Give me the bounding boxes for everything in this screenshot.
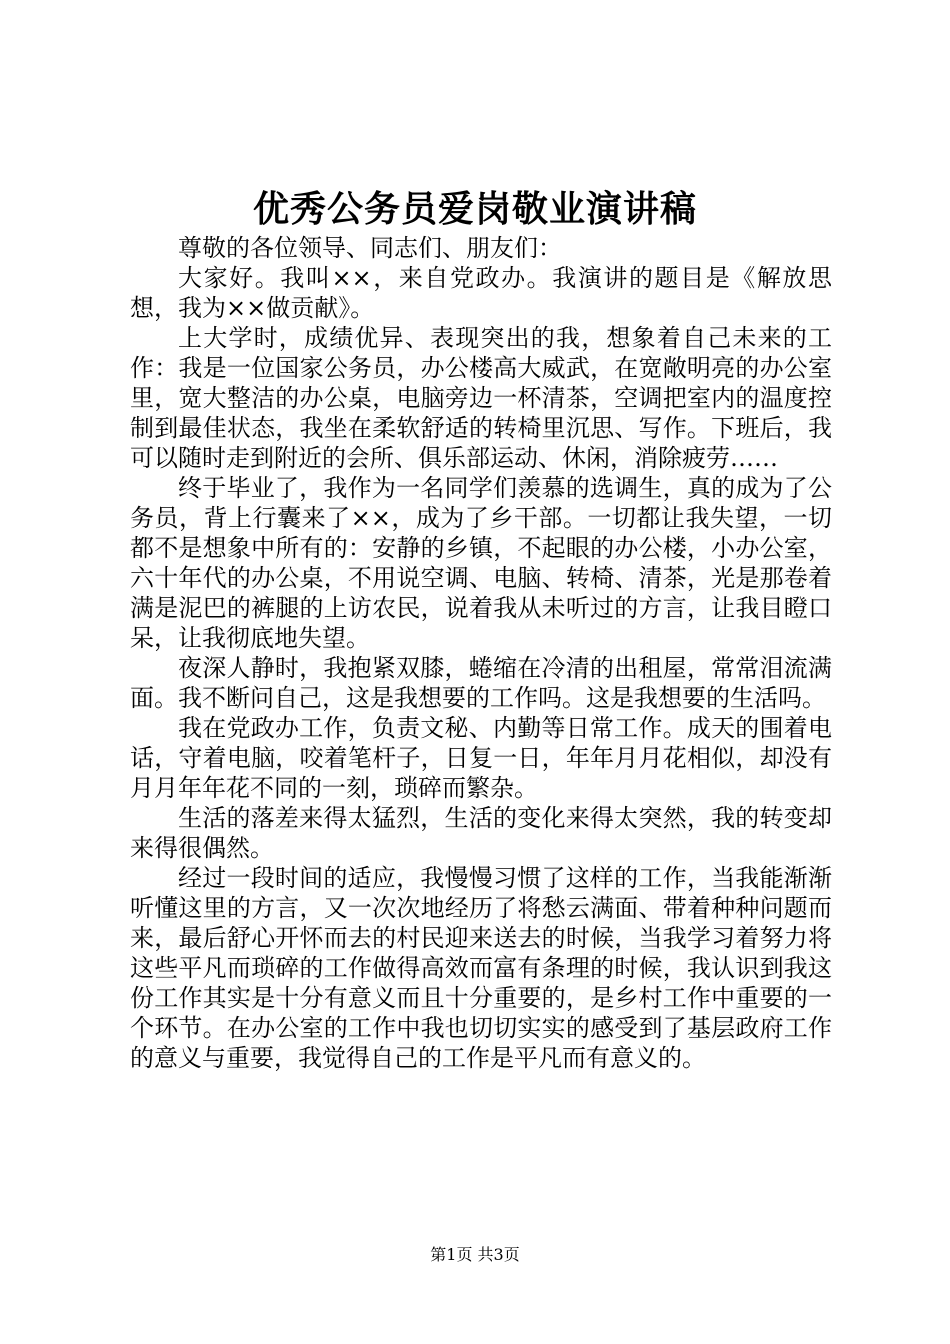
paragraph-graduation: 终于毕业了，我作为一名同学们羡慕的选调生，真的成为了公务员，背上行囊来了××，成为了乡干部。一切都让我失望，一切都不是想象中所有的：安静的乡镇，不起眼的办公楼，小办公室，六十年代的办公桌，不用说空调、电脑、转椅、清茶，光是那卷着满是泥巴的裤腿的上访农民，说着我从未听过的方言，让我目瞪口呆，让我彻底地失望。: [130, 474, 832, 652]
paragraph-daily-work: 我在党政办工作，负责文秘、内勤等日常工作。成天的围着电话，守着电脑，咬着笔杆子，日复一日，年年月月花相似，却没有月月年年花不同的一刻，琐碎而繁杂。: [130, 714, 832, 802]
page-footer: 第1页 共3页: [430, 1245, 520, 1264]
paragraph-introduction: 大家好。我叫××，来自党政办。我演讲的题目是《解放思想，我为××做贡献》。: [130, 264, 832, 322]
paragraph-adaptation: 经过一段时间的适应，我慢慢习惯了这样的工作，当我能渐渐听懂这里的方言，又一次次地经历了将愁云满面、带着种种问题而来，最后舒心开怀而去的村民迎来送去的时候，当我学习着努力将这些平凡而琐碎的工作做得高效而富有条理的时候，我认识到我这份工作其实是十分有意义而且十分重要的，是乡村工作中重要的一个环节。在办公室的工作中我也切切实实的感受到了基层政府工作的意义与重要，我觉得自己的工作是平凡而有意义的。: [130, 864, 832, 1072]
document-title: 优秀公务员爱岗敬业演讲稿: [252, 188, 697, 230]
paragraph-night: 夜深人静时，我抱紧双膝，蜷缩在冷清的出租屋，常常泪流满面。我不断问自己，这是我想要的工作吗。这是我想要的生活吗。: [130, 654, 832, 712]
paragraph-salutation: 尊敬的各位领导、同志们、朋友们：: [178, 234, 562, 262]
paragraph-college-dream: 上大学时，成绩优异、表现突出的我，想象着自己未来的工作：我是一位国家公务员，办公楼高大威武，在宽敞明亮的办公室里，宽大整洁的办公桌，电脑旁边一杯清茶，空调把室内的温度控制到最佳状态，我坐在柔软舒适的转椅里沉思、写作。下班后，我可以随时走到附近的会所、俱乐部运动、休闲，消除疲劳……: [130, 324, 832, 472]
paragraph-turning-point: 生活的落差来得太猛烈，生活的变化来得太突然，我的转变却来得很偶然。: [130, 804, 832, 862]
document-body: [130, 233, 832, 1073]
